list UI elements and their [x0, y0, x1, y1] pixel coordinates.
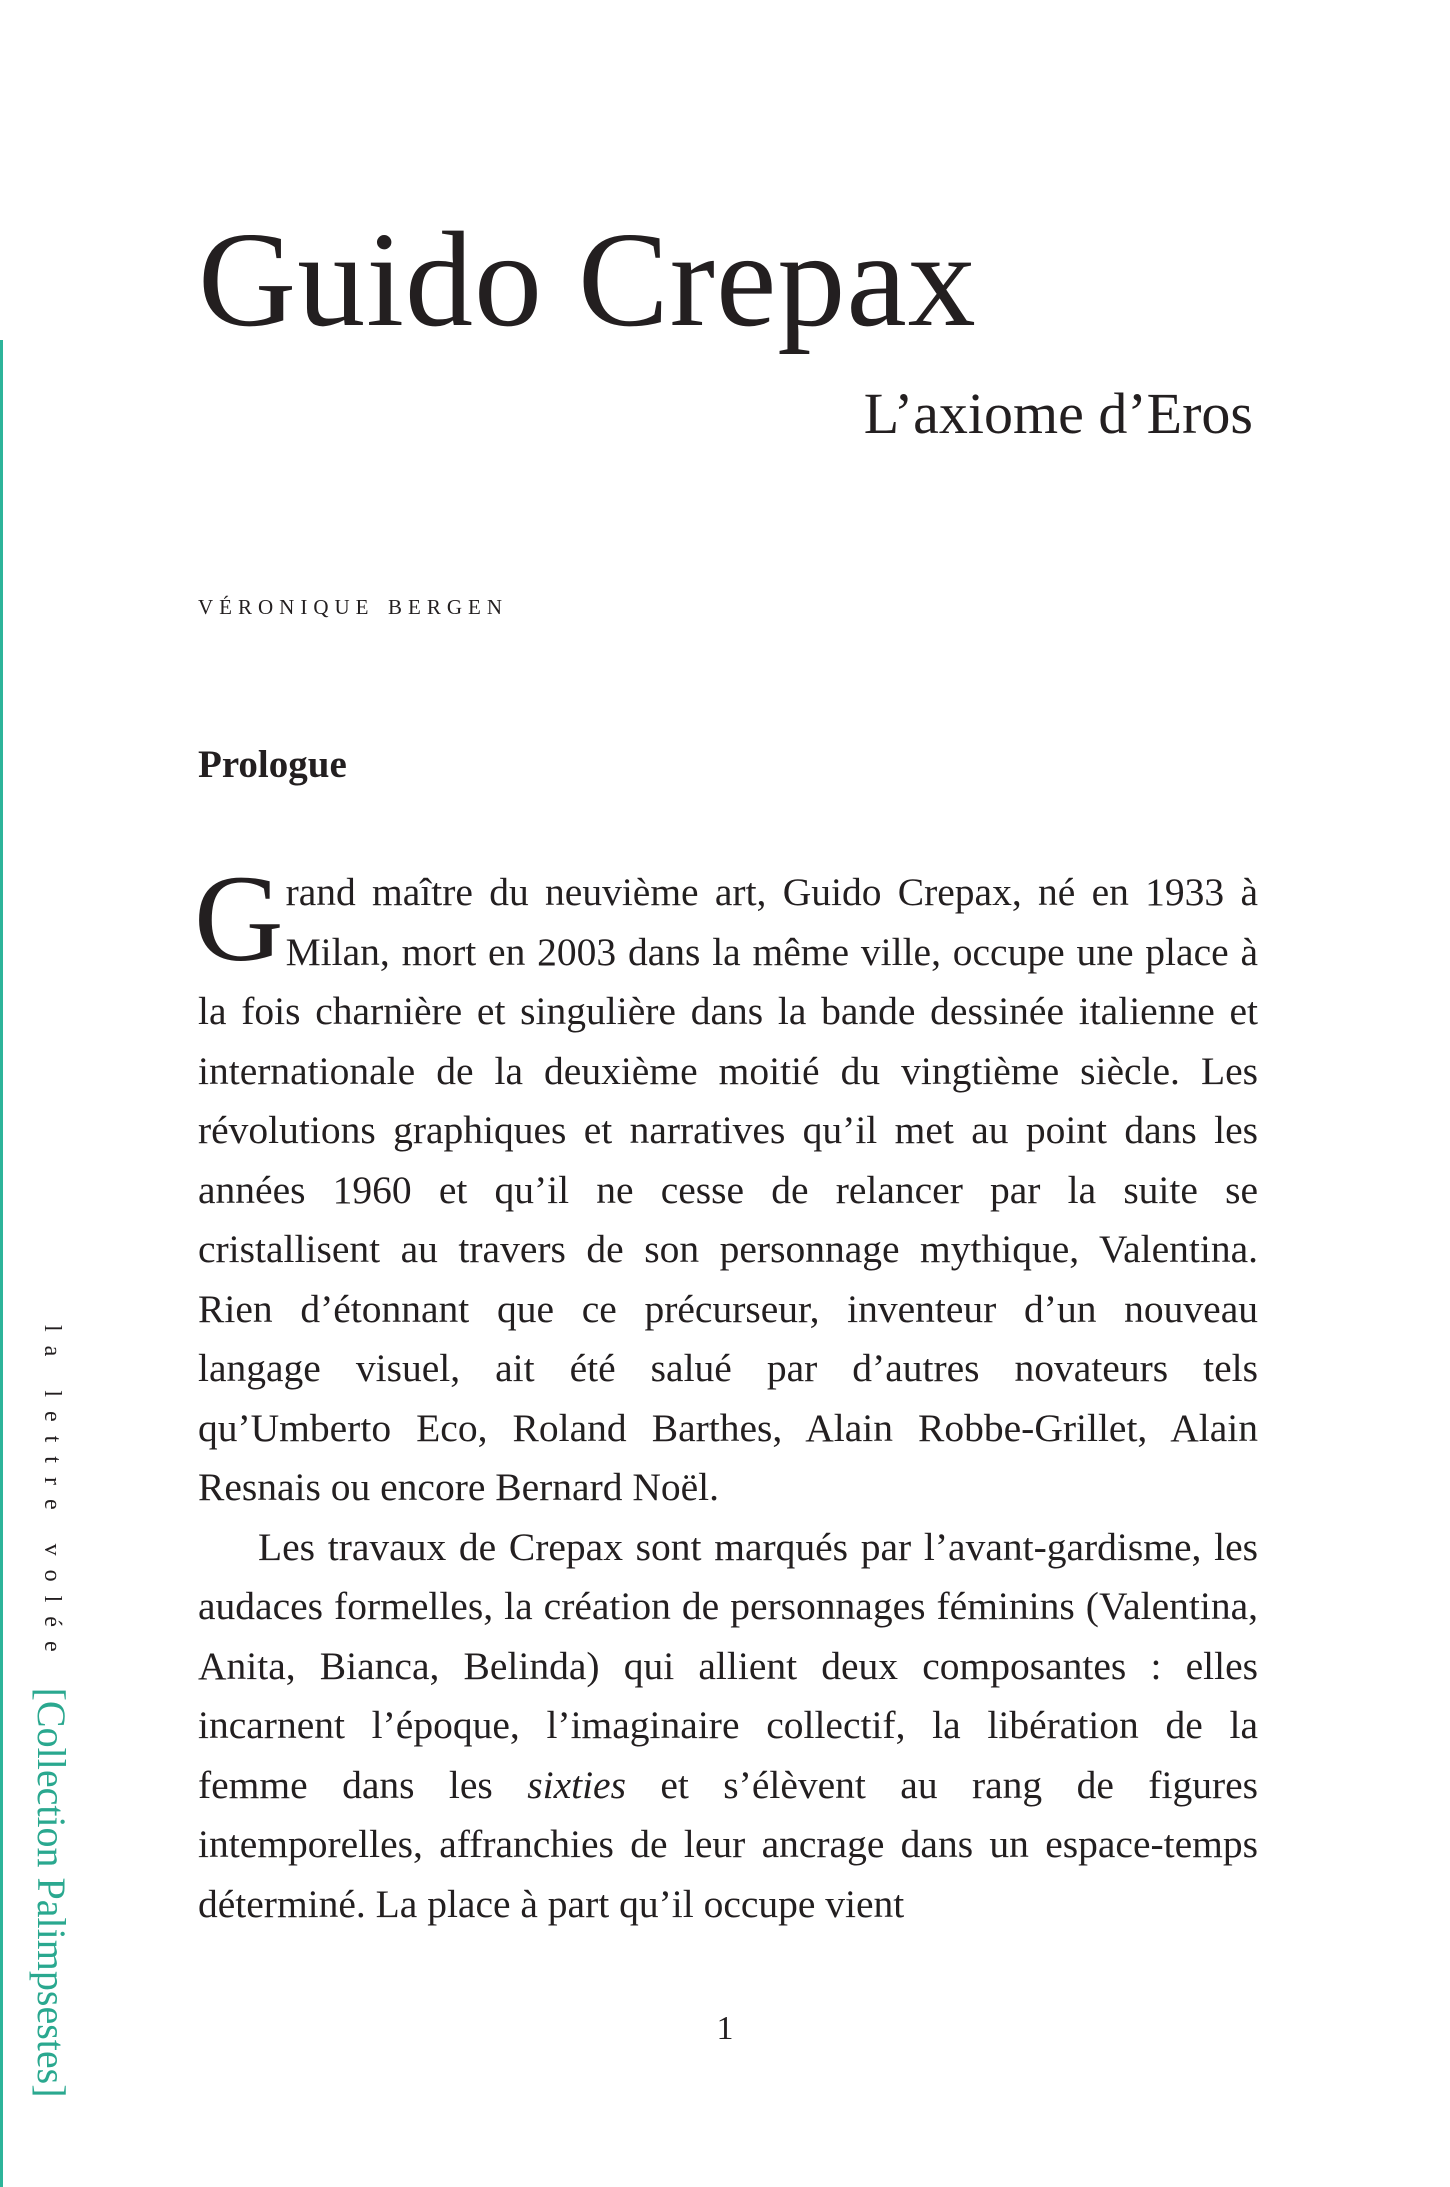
collection-name: [Collection Palimpsestes]	[29, 1687, 75, 2098]
section-heading: Prologue	[198, 743, 347, 786]
paragraph-1-text: rand maître du neuvième art, Guido Crepax, né en 1933 à Milan, mort en 2003 dans la même ville, occupe une place à la fois charnière et singulière dans la bande dessinée italienne et internationale de la deuxième moitié du vingtième siècle. Les révolutions graphiques et narratives qu’il met au point dans les années 1960 et qu’il ne cesse de relancer par la suite se cristallisent au travers de son personnage mythique, Valentina. Rien d’étonnant que ce précurseur, inventeur d’un nouveau langage visuel, ait été salué par d’autres novateurs tels qu’Umberto Eco, Roland Barthes, Alain Robbe-Grillet, Alain Resnais ou encore Bernard Noël.	[198, 870, 1258, 1509]
book-title: Guido Crepax	[198, 205, 977, 355]
drop-cap: G	[194, 850, 284, 987]
publisher-name: la lettre volée	[39, 1325, 66, 1666]
book-subtitle: L’axiome d’Eros	[863, 381, 1253, 446]
paragraph-2-text-end: et s’élèvent au rang de figures intemporelles, affranchies de leur ancrage dans un espace-temps déterminé. La place à part qu’il occupe vient	[198, 1762, 1258, 1926]
italic-term: sixties	[527, 1762, 626, 1807]
edge-accent-rule	[0, 340, 3, 2187]
body-text	[194, 850, 1258, 1934]
spine-label	[26, 1325, 78, 2098]
paragraph-1	[194, 850, 1258, 1518]
paragraph-2	[198, 1518, 1258, 1935]
author-name: véronique bergen	[198, 588, 508, 621]
paragraph-2-text-start: Les travaux de Crepax sont marqués par l’avant-gardisme, les audaces formelles, la création de personnages féminins (Valentina, Anita, Bianca, Belinda) qui allient deux composantes : elles incarnent l’époque, l’imaginaire collectif, la libération de la femme dans les	[198, 1524, 1258, 1807]
page-number: 1	[716, 2010, 734, 2047]
